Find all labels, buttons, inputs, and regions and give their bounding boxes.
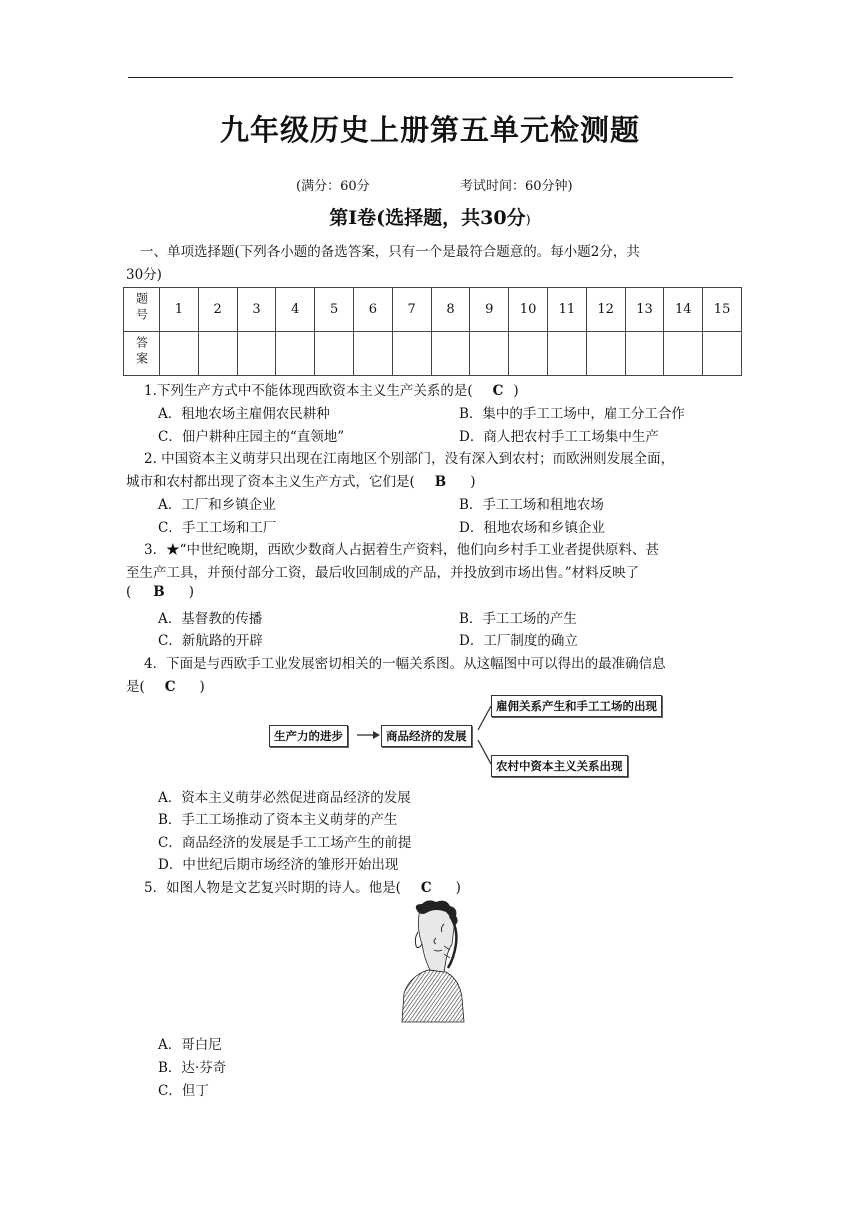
answer-cell[interactable]: [237, 332, 276, 376]
question-4-answer: C: [164, 679, 176, 695]
answer-cell[interactable]: [547, 332, 586, 376]
relationship-diagram: [263, 690, 703, 780]
answer-cell[interactable]: [625, 332, 664, 376]
question-2-text: 城市和农村都出现了资本主义生产方式，它们是(: [126, 474, 415, 490]
answer-number: 6: [353, 288, 392, 332]
question-3-close: ): [188, 584, 194, 600]
diagram-box-workshops: 雇佣关系产生和手工工场的出现: [491, 695, 662, 717]
question-3-text: (: [126, 584, 132, 600]
answer-cell[interactable]: [392, 332, 431, 376]
question-4-line-1: 4．下面是与西欧手工业发展密切相关的一幅关系图。从这幅图中可以得出的最准确信息: [144, 656, 666, 672]
row-header-answer: [124, 332, 160, 376]
q2-option-a: A．工厂和乡镇企业: [158, 497, 276, 513]
answer-number: 3: [237, 288, 276, 332]
question-2-answer: B: [434, 474, 447, 490]
row-header-number: [124, 288, 160, 332]
answer-number: 9: [470, 288, 509, 332]
question-1-answer: C: [492, 383, 504, 399]
q4-option-b: B．手工工场推动了资本主义萌芽的产生: [158, 812, 398, 828]
q3-option-a: A．基督教的传播: [158, 611, 263, 627]
answer-cell[interactable]: [703, 332, 742, 376]
answer-number: 13: [625, 288, 664, 332]
question-1-stem: [144, 379, 519, 399]
question-1-text: 1.下列生产方式中不能体现西欧资本主义生产关系的是(: [144, 383, 473, 399]
answer-table-row-answers: [124, 332, 742, 376]
diagram-box-productivity: 生产力的进步: [269, 725, 348, 747]
question-2-close: ): [470, 474, 476, 490]
diagram-box-commodity-economy: 商品经济的发展: [381, 725, 472, 747]
q3-option-b: B．手工工场的产生: [459, 611, 577, 627]
q1-option-d: D．商人把农村手工工场集中生产: [459, 429, 659, 445]
answer-table: [123, 287, 742, 376]
answer-cell[interactable]: [198, 332, 237, 376]
q4-option-a: A．资本主义萌芽必然促进商品经济的发展: [158, 790, 411, 806]
q1-option-c: C．佃户耕种庄园主的“直领地”: [158, 429, 345, 445]
answer-number: 1: [160, 288, 199, 332]
answer-cell[interactable]: [664, 332, 703, 376]
page-title: 九年级历史上册第五单元检测题: [219, 113, 640, 147]
answer-cell[interactable]: [470, 332, 509, 376]
instructions-line-2: 30分): [126, 267, 162, 283]
q3-option-c: C．新航路的开辟: [158, 633, 263, 649]
question-2-line-1: 2. 中国资本主义萌芽只出现在江南地区个别部门，没有深入到农村；而欧洲则发展全面，: [144, 451, 675, 467]
section-heading: [0, 203, 860, 230]
answer-number: 4: [276, 288, 315, 332]
q5-option-c: C．但丁: [158, 1083, 209, 1099]
question-3-answer: B: [153, 584, 165, 600]
answer-number: 8: [431, 288, 470, 332]
diagram-box-rural-capitalism: 农村中资本主义关系出现: [491, 755, 628, 777]
question-4-text: 是(: [126, 679, 145, 695]
answer-cell[interactable]: [431, 332, 470, 376]
instructions-line-1: 一、单项选择题(下列各小题的备选答案，只有一个是最符合题意的。每小题2分，共: [140, 244, 640, 260]
answer-cell[interactable]: [315, 332, 354, 376]
question-4-line-2: [126, 675, 205, 695]
question-5-close: ): [455, 880, 461, 896]
answer-cell[interactable]: [276, 332, 315, 376]
exam-time: 考试时间：60分钟): [460, 179, 573, 194]
row-header-number-text: 题号: [134, 291, 149, 324]
q4-option-d: D．中世纪后期市场经济的雏形开始出现: [158, 857, 399, 873]
answer-number: 12: [586, 288, 625, 332]
section-heading-main: 第Ⅰ卷(选择题，共30分: [329, 207, 526, 229]
q5-option-b: B．达·芬奇: [158, 1060, 227, 1076]
question-1-close: ): [513, 383, 519, 399]
question-5-answer: C: [420, 880, 432, 896]
question-5-stem: [144, 876, 461, 896]
question-3-line-3: [126, 584, 194, 600]
answer-cell[interactable]: [586, 332, 625, 376]
answer-number: 15: [703, 288, 742, 332]
q4-option-c: C．商品经济的发展是手工工场产生的前提: [158, 835, 412, 851]
answer-number: 14: [664, 288, 703, 332]
q3-option-d: D．工厂制度的确立: [459, 633, 578, 649]
q2-option-c: C．手工工场和工厂: [158, 520, 277, 536]
row-header-answer-text: 答案: [134, 335, 149, 368]
q5-option-a: A．哥白尼: [158, 1037, 222, 1053]
dante-portrait-image: [400, 898, 466, 1023]
q1-option-a: A．租地农场主雇佣农民耕种: [158, 406, 330, 422]
answer-cell[interactable]: [160, 332, 199, 376]
answer-cell[interactable]: [509, 332, 548, 376]
q2-option-b: B．手工工场和租地农场: [459, 497, 604, 513]
question-2-line-2: [126, 470, 475, 490]
answer-table-row-numbers: [124, 288, 742, 332]
section-heading-close: ): [525, 213, 531, 228]
q2-option-d: D．租地农场和乡镇企业: [459, 520, 605, 536]
q1-option-b: B．集中的手工工场中，雇工分工合作: [459, 406, 685, 422]
question-4-close: ): [199, 679, 205, 695]
answer-number: 2: [198, 288, 237, 332]
answer-number: 11: [547, 288, 586, 332]
instructions: [126, 241, 738, 287]
answer-number: 5: [315, 288, 354, 332]
answer-number: 7: [392, 288, 431, 332]
answer-cell[interactable]: [353, 332, 392, 376]
answer-number: 10: [509, 288, 548, 332]
full-score: (满分：60分: [296, 179, 370, 194]
question-5-text: 5．如图人物是文艺复兴时期的诗人。他是(: [144, 880, 401, 896]
question-3-line-1: 3．★“中世纪晚期，西欧少数商人占据着生产资料，他们向乡村手工业者提供原料、甚: [144, 542, 659, 558]
question-3-line-2: 至生产工具，并预付部分工资，最后收回制成的产品，并投放到市场出售。”材料反映了: [126, 565, 640, 581]
header-rule: [128, 77, 733, 78]
